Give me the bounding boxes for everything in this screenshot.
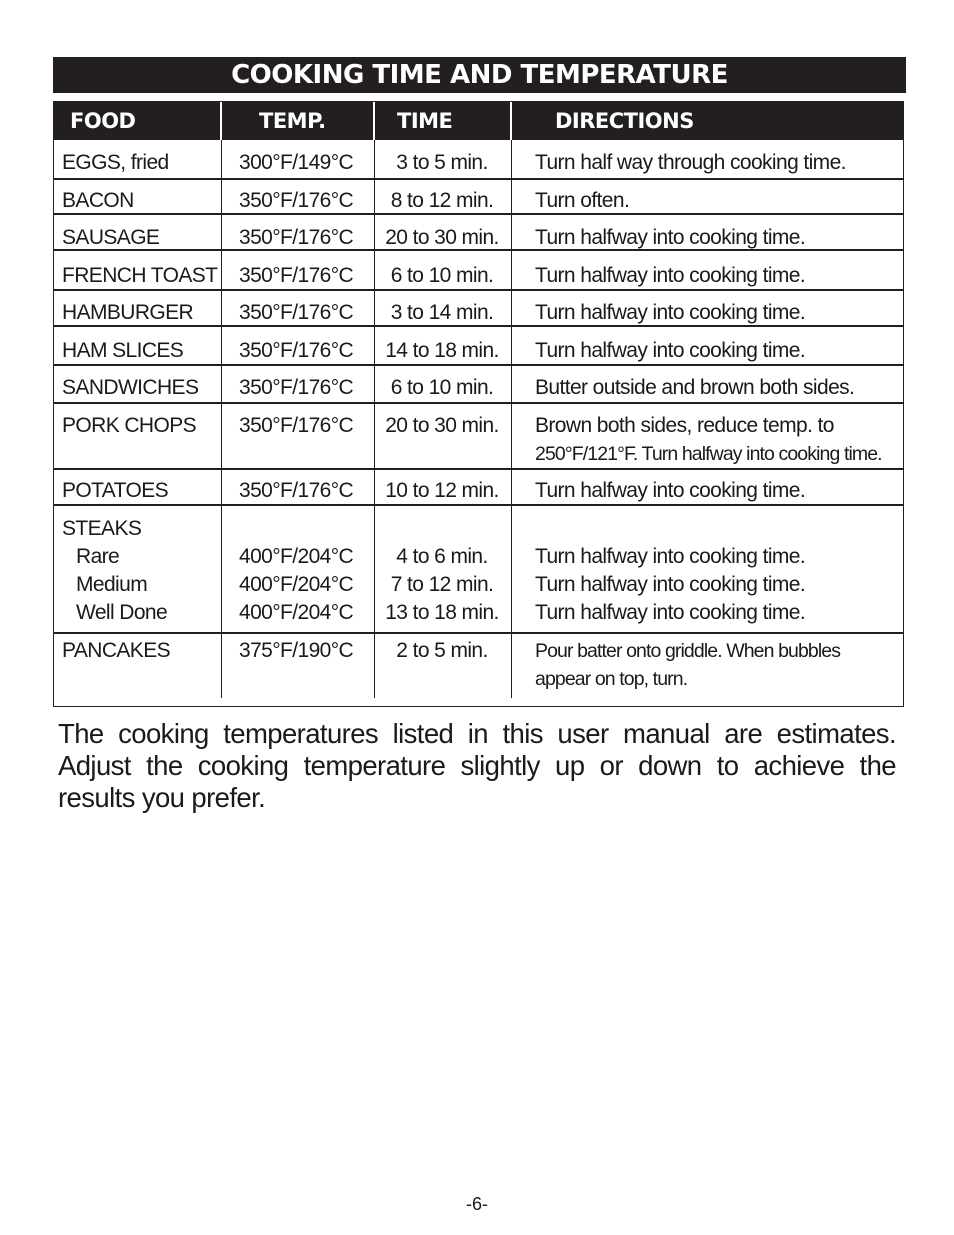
table-header-row [54, 102, 903, 140]
food-steak-well-done: Well Done [76, 601, 168, 624]
food-ham-slices: HAM SLICES [62, 339, 184, 362]
time-french-toast: 6 to 10 min. [390, 264, 494, 287]
temp-steak-rare: 400°F/204°C [239, 545, 354, 568]
food-steaks: STEAKS [62, 517, 142, 540]
directions-pork-chops: Brown both sides, reduce temp. to [535, 414, 834, 437]
food-eggs: EGGS, fried [62, 151, 169, 174]
temp-bacon: 350°F/176°C [239, 189, 354, 212]
temp-sausage: 350°F/176°C [239, 226, 354, 249]
directions-ham-slices: Turn halfway into cooking time. [535, 339, 806, 362]
time-sausage: 20 to 30 min. [385, 226, 499, 249]
header-temp: TEMP. [259, 109, 326, 133]
food-pancakes: PANCAKES [62, 639, 171, 662]
directions-sandwiches: Butter outside and brown both sides. [535, 376, 855, 399]
page-number: -6- [466, 1194, 488, 1214]
time-sandwiches: 6 to 10 min. [390, 376, 494, 399]
temp-sandwiches: 350°F/176°C [239, 376, 354, 399]
directions-pancakes-line2: appear on top, turn. [535, 668, 688, 690]
header-divider [220, 102, 222, 140]
food-hamburger: HAMBURGER [62, 301, 194, 324]
time-eggs: 3 to 5 min. [396, 151, 488, 174]
time-ham-slices: 14 to 18 min. [385, 339, 499, 362]
column-divider [511, 140, 512, 698]
directions-sausage: Turn halfway into cooking time. [535, 226, 806, 249]
column-divider [221, 140, 222, 698]
food-steak-medium: Medium [76, 573, 148, 596]
food-steak-rare: Rare [76, 545, 120, 568]
time-steak-medium: 7 to 12 min. [390, 573, 494, 596]
header-directions: DIRECTIONS [555, 109, 694, 133]
header-food: FOOD [70, 109, 136, 133]
temp-french-toast: 350°F/176°C [239, 264, 354, 287]
directions-pancakes: Pour batter onto griddle. When bubbles [535, 640, 841, 662]
food-sausage: SAUSAGE [62, 226, 160, 249]
cooking-table [53, 101, 904, 707]
header-divider [510, 102, 512, 140]
row-divider [54, 178, 903, 180]
food-sandwiches: SANDWICHES [62, 376, 199, 399]
temp-ham-slices: 350°F/176°C [239, 339, 354, 362]
directions-eggs: Turn half way through cooking time. [535, 151, 846, 174]
food-pork-chops: PORK CHOPS [62, 414, 197, 437]
temp-pork-chops: 350°F/176°C [239, 414, 354, 437]
time-pork-chops: 20 to 30 min. [385, 414, 499, 437]
temperature-note: The cooking temperatures listed in this user manual are estimates. Adjust the cooking temperature slightly up or down to achieve the results you prefer. [58, 718, 896, 813]
section-title: COOKING TIME AND TEMPERATURE [53, 57, 906, 93]
food-potatoes: POTATOES [62, 479, 169, 502]
food-bacon: BACON [62, 189, 134, 212]
row-divider [54, 632, 903, 634]
directions-steak-rare: Turn halfway into cooking time. [535, 545, 806, 568]
temp-steak-medium: 400°F/204°C [239, 573, 354, 596]
header-time: TIME [397, 109, 453, 133]
time-steak-well-done: 13 to 18 min. [385, 601, 499, 624]
temp-steak-well-done: 400°F/204°C [239, 601, 354, 624]
directions-pork-chops-line2: 250°F/121°F. Turn halfway into cooking time. [535, 443, 882, 465]
directions-french-toast: Turn halfway into cooking time. [535, 264, 806, 287]
temp-eggs: 300°F/149°C [239, 151, 354, 174]
temp-potatoes: 350°F/176°C [239, 479, 354, 502]
row-divider [54, 468, 903, 470]
time-hamburger: 3 to 14 min. [390, 301, 494, 324]
header-divider [373, 102, 375, 140]
directions-steak-medium: Turn halfway into cooking time. [535, 573, 806, 596]
time-bacon: 8 to 12 min. [390, 189, 494, 212]
directions-steak-well-done: Turn halfway into cooking time. [535, 601, 806, 624]
time-steak-rare: 4 to 6 min. [396, 545, 488, 568]
directions-potatoes: Turn halfway into cooking time. [535, 479, 806, 502]
food-french-toast: FRENCH TOAST [62, 264, 218, 287]
temp-pancakes: 375°F/190°C [239, 639, 354, 662]
directions-bacon: Turn often. [535, 189, 630, 212]
time-pancakes: 2 to 5 min. [396, 639, 488, 662]
row-divider [54, 402, 903, 404]
time-potatoes: 10 to 12 min. [385, 479, 499, 502]
temp-hamburger: 350°F/176°C [239, 301, 354, 324]
directions-hamburger: Turn halfway into cooking time. [535, 301, 806, 324]
